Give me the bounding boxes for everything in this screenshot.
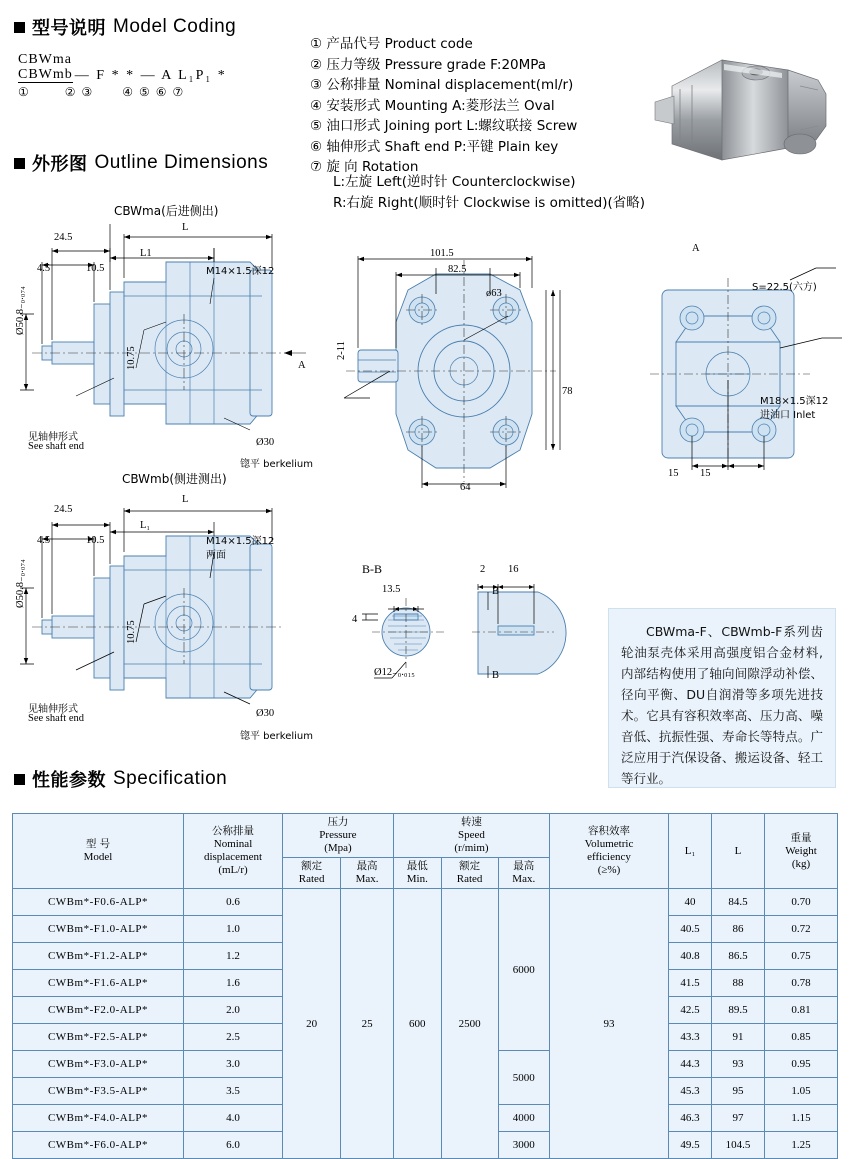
th-l1: L₁ xyxy=(669,814,712,889)
view-label-A: A xyxy=(692,243,700,254)
table-header xyxy=(13,814,838,889)
th-model-en: Model xyxy=(83,851,113,863)
drawing-front-view xyxy=(330,238,610,506)
cell-s-rated: 2500 xyxy=(441,889,498,1159)
th-weight-cn: 重量 xyxy=(790,831,812,844)
cell-l1: 43.3 xyxy=(669,1024,712,1051)
cell-l: 93 xyxy=(712,1051,765,1078)
th-disp-en2: displacement xyxy=(203,851,263,863)
dim-shaft-dia-b: Ø50.8₋₀.₀₇₄ xyxy=(15,559,26,608)
dim-L1-b: L₁ xyxy=(140,520,151,531)
dim-d30-b: Ø30 xyxy=(256,708,275,719)
cell-displacement: 1.6 xyxy=(184,970,283,997)
cell-s-min: 600 xyxy=(393,889,441,1159)
th-pressure-rated xyxy=(283,858,341,889)
drawing-cbwma-side-view xyxy=(14,218,314,463)
cell-model: CWBm*-F3.5-ALP* xyxy=(13,1078,184,1105)
th-model-cn: 型 号 xyxy=(85,838,111,850)
model-code-suffix: — F * * — A L₁P₁ * xyxy=(74,68,227,83)
th-weight xyxy=(765,814,838,889)
dim-10-5-b: 10.5 xyxy=(86,535,105,546)
th-p-max-cn: 最高 xyxy=(356,860,378,872)
section-heading-outline xyxy=(14,150,268,176)
cell-displacement: 4.0 xyxy=(184,1105,283,1132)
th-l: L xyxy=(712,814,765,889)
cell-l1: 40.5 xyxy=(669,916,712,943)
dim-d63: ø63 xyxy=(486,288,502,299)
dim-d30: Ø30 xyxy=(256,437,275,448)
cell-weight: 0.75 xyxy=(765,943,838,970)
cell-weight: 1.25 xyxy=(765,1132,838,1159)
model-coding-block xyxy=(18,52,227,100)
model-code-line1: CBWma xyxy=(18,52,72,67)
th-vol-cn: 容积效率 xyxy=(588,825,630,837)
note-inlet: 进油口 Inlet xyxy=(760,410,816,421)
th-pressure-en: Pressure xyxy=(319,829,357,841)
section-title-cn: 性能参数 xyxy=(32,770,106,791)
specification-table xyxy=(12,813,838,1159)
note-shaft-end-en: See shaft end xyxy=(28,441,84,452)
dim-13-5: 13.5 xyxy=(382,584,401,595)
th-disp-cn: 公称排量 xyxy=(212,825,254,837)
dim-10-5: 10.5 xyxy=(86,263,105,274)
cell-s-max: 3000 xyxy=(498,1132,549,1159)
bullet-square-icon xyxy=(14,22,25,33)
legend-item: ⑦ 旋 向 Rotation xyxy=(310,159,419,175)
section-marker-b1: B xyxy=(492,586,500,597)
th-s-max-en: Max. xyxy=(512,873,536,885)
th-speed-min xyxy=(393,858,441,889)
section-title-en: Specification xyxy=(113,768,228,789)
th-s-rated-cn: 额定 xyxy=(459,860,481,872)
table-row xyxy=(13,889,838,916)
th-pressure-max xyxy=(341,858,394,889)
note-shaft-end-cn-b: 见轴伸形式 xyxy=(28,704,78,715)
cell-l1: 49.5 xyxy=(669,1132,712,1159)
model-code-index-row: ① ② ③ ④ ⑤ ⑥ ⑦ xyxy=(18,85,184,99)
dim-82-5: 82.5 xyxy=(448,264,467,275)
dim-4: 4 xyxy=(352,614,358,625)
dim-2-11: 2-11 xyxy=(336,341,347,360)
th-vol-en: Volumetric xyxy=(584,838,634,850)
note-berkelium: 锪平 berkelium xyxy=(240,459,314,470)
dim-10-75: 10.75 xyxy=(126,346,137,370)
cell-model: CWBm*-F4.0-ALP* xyxy=(13,1105,184,1132)
dim-64: 64 xyxy=(460,482,471,493)
cell-displacement: 3.5 xyxy=(184,1078,283,1105)
th-speed-max xyxy=(498,858,549,889)
th-s-max-cn: 最高 xyxy=(513,860,535,872)
cell-l: 84.5 xyxy=(712,889,765,916)
th-disp-en: Nominal xyxy=(213,838,253,850)
th-speed-rated xyxy=(441,858,498,889)
cell-displacement: 2.5 xyxy=(184,1024,283,1051)
cell-model: CWBm*-F2.5-ALP* xyxy=(13,1024,184,1051)
cell-l1: 42.5 xyxy=(669,997,712,1024)
section-title-en: Outline Dimensions xyxy=(94,152,269,173)
note-berkelium-b: 锪平 berkelium xyxy=(240,731,314,742)
cell-displacement: 1.2 xyxy=(184,943,283,970)
dim-hex-s: S=22.5(六方) xyxy=(752,282,817,293)
th-p-rated-cn: 额定 xyxy=(301,860,323,872)
drawing-rear-view xyxy=(630,256,850,486)
cell-model: CWBm*-F1.6-ALP* xyxy=(13,970,184,997)
th-displacement xyxy=(184,814,283,889)
section-title-cn: 型号说明 xyxy=(32,18,106,39)
dim-78: 78 xyxy=(562,386,573,397)
cell-l: 88 xyxy=(712,970,765,997)
note-shaft-end-cn: 见轴伸形式 xyxy=(28,432,78,443)
dim-thread-m14-note: 两面 xyxy=(206,550,226,561)
cell-weight: 1.05 xyxy=(765,1078,838,1105)
cell-p-max: 25 xyxy=(341,889,394,1159)
cell-l: 86 xyxy=(712,916,765,943)
cell-displacement: 1.0 xyxy=(184,916,283,943)
th-pressure-unit: (Mpa) xyxy=(324,842,352,854)
cell-displacement: 6.0 xyxy=(184,1132,283,1159)
bullet-square-icon xyxy=(14,774,25,785)
section-marker-b2: B xyxy=(492,670,500,681)
section-title-en: Model Coding xyxy=(113,16,237,37)
th-p-rated-en: Rated xyxy=(298,873,325,885)
dim-10-75-b: 10.75 xyxy=(126,620,137,644)
section-title-cn: 外形图 xyxy=(32,154,88,175)
dim-thread-m18: M18×1.5深12 xyxy=(760,396,829,407)
th-speed xyxy=(393,814,549,858)
note-shaft-end-en-b: See shaft end xyxy=(28,713,84,724)
cell-p-rated: 20 xyxy=(283,889,341,1159)
legend-item: ② 压力等级 Pressure grade F:20MPa xyxy=(310,56,547,73)
cell-l: 89.5 xyxy=(712,997,765,1024)
th-disp-unit: (mL/r) xyxy=(218,864,248,876)
dim-thread-m14-b: M14×1.5深12 xyxy=(206,536,275,547)
th-speed-cn: 转速 xyxy=(460,816,482,828)
dim-24-5-b: 24.5 xyxy=(54,504,73,515)
cell-weight: 1.15 xyxy=(765,1105,838,1132)
cell-displacement: 3.0 xyxy=(184,1051,283,1078)
cell-weight: 0.70 xyxy=(765,889,838,916)
model-code-line2: CBWmb xyxy=(18,67,73,82)
cell-model: CWBm*-F6.0-ALP* xyxy=(13,1132,184,1159)
description-text: CBWma-F、CBWmb-F系列齿轮油泵壳体采用高强度铝合金材料,内部结构使用了轴向间隙浮动补偿、径向平衡、DU自润滑等多项先进技术。它具有容积效率高、压力高、噪音低、抗振性强、寿命长等特点。广泛应用于汽保设备、搬运设备、轻工等行业。 xyxy=(621,624,823,786)
cell-l1: 46.3 xyxy=(669,1105,712,1132)
cell-s-max: 5000 xyxy=(498,1051,549,1105)
cell-weight: 0.95 xyxy=(765,1051,838,1078)
cell-model: CWBm*-F2.0-ALP* xyxy=(13,997,184,1024)
th-p-max-en: Max. xyxy=(355,873,379,885)
dim-101-5: 101.5 xyxy=(430,248,454,259)
legend-item: ④ 安装形式 Mounting A:菱形法兰 Oval xyxy=(310,97,555,114)
rotation-left: L:左旋 Left(逆时针 Counterclockwise) xyxy=(333,174,576,190)
cell-l: 97 xyxy=(712,1105,765,1132)
dim-L: L xyxy=(182,222,189,233)
cell-l: 91 xyxy=(712,1024,765,1051)
th-s-rated-en: Rated xyxy=(456,873,483,885)
dim-d12: Ø12₋₀.₀₁₅ xyxy=(374,667,415,678)
header-row-1 xyxy=(13,814,838,858)
section-bb-title: B-B xyxy=(362,562,383,576)
dim-16: 16 xyxy=(508,564,519,575)
rotation-right: R:右旋 Right(顺时针 Clockwise is omitted)(省略) xyxy=(333,195,646,211)
th-vol-unit: (≥%) xyxy=(597,864,621,876)
dim-L-b: L xyxy=(182,494,189,505)
cell-weight: 0.78 xyxy=(765,970,838,997)
legend-item: ① 产品代号 Product code xyxy=(310,36,473,52)
drawing-title-cbwma: CBWma(后进侧出) xyxy=(114,204,219,218)
cell-weight: 0.85 xyxy=(765,1024,838,1051)
rotation-legend xyxy=(333,172,645,214)
dim-15b: 15 xyxy=(700,468,711,479)
th-volumetric xyxy=(550,814,669,889)
cell-weight: 0.72 xyxy=(765,916,838,943)
th-speed-en: Speed xyxy=(458,829,485,841)
section-heading-model-coding xyxy=(14,14,236,40)
table-body xyxy=(13,889,838,1159)
th-vol-en2: efficiency xyxy=(587,851,631,863)
cell-l1: 44.3 xyxy=(669,1051,712,1078)
cell-model: CWBm*-F1.2-ALP* xyxy=(13,943,184,970)
pump-photo xyxy=(650,40,840,190)
th-speed-unit: (r/mim) xyxy=(454,842,489,854)
th-pressure-cn: 压力 xyxy=(327,816,349,828)
cell-l1: 40.8 xyxy=(669,943,712,970)
cell-weight: 0.81 xyxy=(765,997,838,1024)
dim-24-5: 24.5 xyxy=(54,232,73,243)
th-model xyxy=(13,814,184,889)
section-heading-spec xyxy=(14,766,227,792)
cell-l: 86.5 xyxy=(712,943,765,970)
th-weight-unit: (kg) xyxy=(791,857,811,870)
dim-thread-m14: M14×1.5深12 xyxy=(206,266,275,277)
th-weight-en: Weight xyxy=(785,844,817,857)
cell-l1: 41.5 xyxy=(669,970,712,997)
cell-l: 95 xyxy=(712,1078,765,1105)
legend-item: ③ 公称排量 Nominal displacement(ml/r) xyxy=(310,77,574,93)
cell-s-max: 6000 xyxy=(498,889,549,1051)
product-description xyxy=(608,608,836,788)
dim-shaft-dia: Ø50.8₋₀.₀₇₄ xyxy=(15,286,26,335)
cell-l: 104.5 xyxy=(712,1132,765,1159)
legend-item: ⑥ 轴伸形式 Shaft end P:平键 Plain key xyxy=(310,138,559,155)
cell-model: CWBm*-F1.0-ALP* xyxy=(13,916,184,943)
dim-L1: L1 xyxy=(140,248,152,259)
dim-15a: 15 xyxy=(668,468,679,479)
dim-4-5: 4.5 xyxy=(37,263,51,274)
th-s-min-en: Min. xyxy=(406,873,428,885)
cell-s-max: 4000 xyxy=(498,1105,549,1132)
th-pressure xyxy=(283,814,394,858)
cell-model: CWBm*-F0.6-ALP* xyxy=(13,889,184,916)
cell-l1: 45.3 xyxy=(669,1078,712,1105)
dim-4-5-b: 4.5 xyxy=(37,535,51,546)
legend-item: ⑤ 油口形式 Joining port L:螺纹联接 Screw xyxy=(310,118,578,134)
cell-l1: 40 xyxy=(669,889,712,916)
bullet-square-icon xyxy=(14,158,25,169)
cell-displacement: 2.0 xyxy=(184,997,283,1024)
drawing-title-cbwmb: CBWmb(侧进测出) xyxy=(122,472,227,486)
coding-legend xyxy=(310,34,577,178)
cell-displacement: 0.6 xyxy=(184,889,283,916)
th-s-min-cn: 最低 xyxy=(406,860,428,872)
cell-vol: 93 xyxy=(550,889,669,1159)
cell-model: CWBm*-F3.0-ALP* xyxy=(13,1051,184,1078)
dim-2: 2 xyxy=(480,564,486,575)
section-arrow-A: A xyxy=(298,360,306,371)
